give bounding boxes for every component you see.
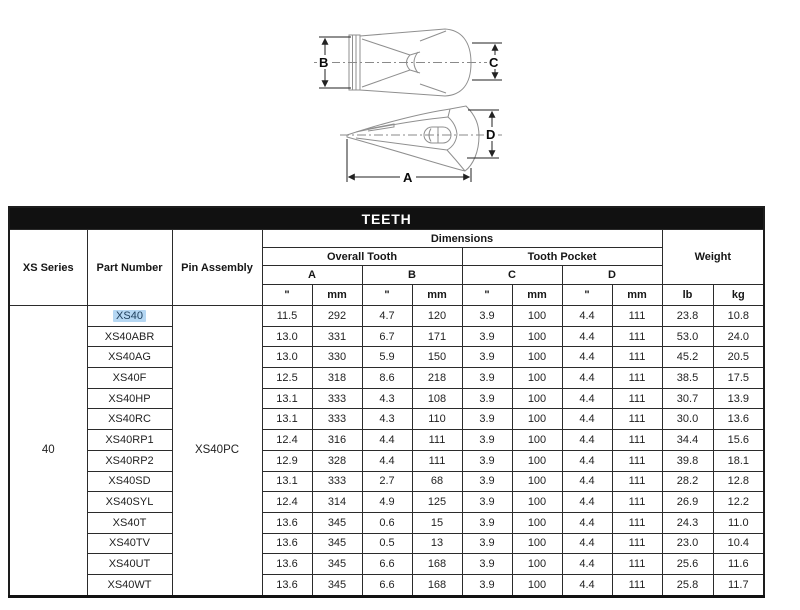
value-cell: 292: [312, 306, 362, 327]
unit-inch-b: ": [362, 285, 412, 306]
table-row: [9, 450, 764, 471]
value-cell: 4.4: [562, 347, 612, 368]
value-cell: 100: [512, 347, 562, 368]
value-cell: 12.4: [262, 430, 312, 451]
part-number-cell: [87, 533, 172, 554]
col-header-part-number: Part Number: [87, 230, 172, 306]
value-cell: 3.9: [462, 471, 512, 492]
part-number-cell: [87, 326, 172, 347]
unit-inch-d: ": [562, 285, 612, 306]
value-cell: 125: [412, 492, 462, 513]
value-cell: 3.9: [462, 533, 512, 554]
part-number-cell: [87, 368, 172, 389]
value-cell: 100: [512, 388, 562, 409]
value-cell: 24.0: [713, 326, 764, 347]
value-cell: 4.3: [362, 409, 412, 430]
value-cell: 333: [312, 471, 362, 492]
part-number-text: XS40T: [112, 516, 147, 529]
value-cell: 0.5: [362, 533, 412, 554]
value-cell: 30.7: [662, 388, 713, 409]
value-cell: 111: [612, 368, 662, 389]
table-row: [9, 512, 764, 533]
value-cell: 6.7: [362, 326, 412, 347]
dim-label-a: A: [403, 170, 413, 185]
value-cell: 333: [312, 409, 362, 430]
value-cell: 100: [512, 430, 562, 451]
xs-series-value: 40: [9, 306, 87, 597]
value-cell: 4.4: [562, 512, 612, 533]
value-cell: 12.5: [262, 368, 312, 389]
value-cell: 111: [612, 450, 662, 471]
col-header-weight: Weight: [662, 230, 764, 285]
value-cell: 18.1: [713, 450, 764, 471]
value-cell: 13.1: [262, 471, 312, 492]
value-cell: 53.0: [662, 326, 713, 347]
table-row: [9, 306, 764, 327]
value-cell: 11.5: [262, 306, 312, 327]
table-body: [9, 306, 764, 597]
value-cell: 100: [512, 326, 562, 347]
value-cell: 4.4: [362, 450, 412, 471]
value-cell: 3.9: [462, 430, 512, 451]
value-cell: 8.6: [362, 368, 412, 389]
value-cell: 314: [312, 492, 362, 513]
value-cell: 100: [512, 574, 562, 596]
value-cell: 39.8: [662, 450, 713, 471]
part-number-cell: [87, 554, 172, 575]
part-number-text: XS40RC: [108, 413, 151, 426]
value-cell: 6.6: [362, 574, 412, 596]
value-cell: 100: [512, 306, 562, 327]
part-number-text: XS40F: [112, 371, 147, 384]
value-cell: 4.4: [562, 409, 612, 430]
value-cell: 3.9: [462, 450, 512, 471]
value-cell: 3.9: [462, 326, 512, 347]
part-number-text: XS40TV: [109, 537, 150, 550]
value-cell: 171: [412, 326, 462, 347]
tooth-top-view: [314, 29, 502, 96]
value-cell: 4.4: [562, 368, 612, 389]
col-header-tooth-pocket: Tooth Pocket: [462, 248, 662, 266]
part-number-text: XS40AG: [108, 351, 151, 364]
value-cell: 4.4: [562, 533, 612, 554]
col-header-dim-a: A: [262, 266, 362, 285]
col-header-pin-assembly: Pin Assembly: [172, 230, 262, 306]
value-cell: 24.3: [662, 512, 713, 533]
unit-mm-d: mm: [612, 285, 662, 306]
value-cell: 150: [412, 347, 462, 368]
unit-inch-a: ": [262, 285, 312, 306]
value-cell: 3.9: [462, 388, 512, 409]
value-cell: 12.2: [713, 492, 764, 513]
table-row: [9, 430, 764, 451]
col-header-dimensions: Dimensions: [262, 230, 662, 248]
value-cell: 111: [612, 409, 662, 430]
value-cell: 12.8: [713, 471, 764, 492]
value-cell: 4.4: [562, 326, 612, 347]
part-number-text: XS40WT: [107, 578, 152, 591]
value-cell: 331: [312, 326, 362, 347]
col-header-dim-c: C: [462, 266, 562, 285]
unit-kg: kg: [713, 285, 764, 306]
value-cell: 13.1: [262, 388, 312, 409]
unit-mm-b: mm: [412, 285, 462, 306]
value-cell: 13.6: [262, 554, 312, 575]
value-cell: 100: [512, 368, 562, 389]
value-cell: 4.4: [562, 554, 612, 575]
table-row: [9, 554, 764, 575]
value-cell: 168: [412, 554, 462, 575]
part-number-text: XS40SD: [108, 475, 151, 488]
unit-lb: lb: [662, 285, 713, 306]
value-cell: 45.2: [662, 347, 713, 368]
value-cell: 100: [512, 492, 562, 513]
part-number-text: XS40HP: [108, 392, 151, 405]
value-cell: 110: [412, 409, 462, 430]
value-cell: 10.4: [713, 533, 764, 554]
value-cell: 4.4: [562, 492, 612, 513]
table-row: [9, 492, 764, 513]
value-cell: 11.0: [713, 512, 764, 533]
value-cell: 4.4: [562, 471, 612, 492]
part-number-text: XS40ABR: [104, 330, 155, 343]
value-cell: 10.8: [713, 306, 764, 327]
value-cell: 23.0: [662, 533, 713, 554]
value-cell: 3.9: [462, 368, 512, 389]
part-number-cell: [87, 306, 172, 327]
value-cell: 345: [312, 512, 362, 533]
value-cell: 120: [412, 306, 462, 327]
value-cell: 111: [612, 492, 662, 513]
value-cell: 13.0: [262, 326, 312, 347]
value-cell: 100: [512, 554, 562, 575]
unit-mm-a: mm: [312, 285, 362, 306]
value-cell: 20.5: [713, 347, 764, 368]
value-cell: 5.9: [362, 347, 412, 368]
value-cell: 4.4: [562, 388, 612, 409]
col-header-xs-series: XS Series: [9, 230, 87, 306]
col-header-dim-d: D: [562, 266, 662, 285]
value-cell: 13.0: [262, 347, 312, 368]
value-cell: 100: [512, 409, 562, 430]
part-number-cell: [87, 471, 172, 492]
part-number-cell: [87, 409, 172, 430]
value-cell: 218: [412, 368, 462, 389]
part-number-text: XS40SYL: [105, 496, 154, 509]
value-cell: 3.9: [462, 306, 512, 327]
value-cell: 25.6: [662, 554, 713, 575]
value-cell: 345: [312, 554, 362, 575]
value-cell: 15: [412, 512, 462, 533]
value-cell: 4.7: [362, 306, 412, 327]
part-number-text: XS40UT: [108, 558, 151, 571]
value-cell: 100: [512, 533, 562, 554]
value-cell: 3.9: [462, 492, 512, 513]
value-cell: 111: [612, 574, 662, 596]
value-cell: 328: [312, 450, 362, 471]
table-title: TEETH: [9, 207, 764, 230]
teeth-spec-section: [8, 206, 765, 598]
value-cell: 0.6: [362, 512, 412, 533]
value-cell: 28.2: [662, 471, 713, 492]
value-cell: 111: [612, 326, 662, 347]
table-row: [9, 471, 764, 492]
value-cell: 100: [512, 512, 562, 533]
value-cell: 333: [312, 388, 362, 409]
value-cell: 3.9: [462, 554, 512, 575]
dim-label-c: C: [489, 55, 499, 70]
tooth-technical-drawing: [298, 24, 510, 196]
unit-mm-c: mm: [512, 285, 562, 306]
table-row: [9, 388, 764, 409]
value-cell: 4.9: [362, 492, 412, 513]
value-cell: 13: [412, 533, 462, 554]
value-cell: 12.9: [262, 450, 312, 471]
part-number-text: XS40RP2: [105, 454, 154, 467]
part-number-cell: [87, 450, 172, 471]
dim-label-d: D: [486, 127, 496, 142]
value-cell: 13.6: [262, 574, 312, 596]
part-number-cell: [87, 512, 172, 533]
value-cell: 11.6: [713, 554, 764, 575]
part-number-selected-text[interactable]: XS40: [113, 310, 146, 322]
value-cell: 316: [312, 430, 362, 451]
value-cell: 3.9: [462, 347, 512, 368]
part-number-cell: [87, 430, 172, 451]
table-row: [9, 533, 764, 554]
unit-inch-c: ": [462, 285, 512, 306]
value-cell: 13.6: [713, 409, 764, 430]
value-cell: 6.6: [362, 554, 412, 575]
value-cell: 13.6: [262, 512, 312, 533]
value-cell: 3.9: [462, 574, 512, 596]
value-cell: 13.1: [262, 409, 312, 430]
value-cell: 26.9: [662, 492, 713, 513]
table-row: [9, 368, 764, 389]
value-cell: 111: [612, 306, 662, 327]
value-cell: 4.4: [562, 430, 612, 451]
value-cell: 15.6: [713, 430, 764, 451]
value-cell: 12.4: [262, 492, 312, 513]
value-cell: 111: [612, 533, 662, 554]
value-cell: 4.4: [562, 574, 612, 596]
col-header-overall-tooth: Overall Tooth: [262, 248, 462, 266]
value-cell: 38.5: [662, 368, 713, 389]
value-cell: 111: [612, 471, 662, 492]
value-cell: 108: [412, 388, 462, 409]
table-row: [9, 409, 764, 430]
value-cell: 3.9: [462, 409, 512, 430]
value-cell: 13.9: [713, 388, 764, 409]
value-cell: 111: [612, 347, 662, 368]
part-number-cell: [87, 388, 172, 409]
value-cell: 4.4: [562, 306, 612, 327]
part-number-cell: [87, 574, 172, 596]
value-cell: 4.4: [362, 430, 412, 451]
part-number-text: XS40RP1: [105, 433, 154, 446]
table-row: [9, 326, 764, 347]
value-cell: 3.9: [462, 512, 512, 533]
table-row: [9, 574, 764, 596]
value-cell: 111: [612, 554, 662, 575]
value-cell: 17.5: [713, 368, 764, 389]
tooth-side-view: [340, 106, 502, 185]
dim-label-b: B: [319, 55, 329, 70]
value-cell: 68: [412, 471, 462, 492]
value-cell: 111: [612, 388, 662, 409]
value-cell: 11.7: [713, 574, 764, 596]
value-cell: 318: [312, 368, 362, 389]
value-cell: 168: [412, 574, 462, 596]
part-number-cell: [87, 492, 172, 513]
table-row: [9, 347, 764, 368]
value-cell: 345: [312, 574, 362, 596]
value-cell: 100: [512, 450, 562, 471]
value-cell: 330: [312, 347, 362, 368]
value-cell: 4.3: [362, 388, 412, 409]
value-cell: 30.0: [662, 409, 713, 430]
value-cell: 111: [612, 430, 662, 451]
value-cell: 4.4: [562, 450, 612, 471]
value-cell: 13.6: [262, 533, 312, 554]
value-cell: 111: [412, 450, 462, 471]
value-cell: 100: [512, 471, 562, 492]
value-cell: 111: [412, 430, 462, 451]
value-cell: 2.7: [362, 471, 412, 492]
part-number-cell: [87, 347, 172, 368]
teeth-spec-table: [8, 206, 765, 598]
value-cell: 25.8: [662, 574, 713, 596]
value-cell: 23.8: [662, 306, 713, 327]
value-cell: 345: [312, 533, 362, 554]
pin-assembly-value: XS40PC: [172, 306, 262, 597]
value-cell: 34.4: [662, 430, 713, 451]
value-cell: 111: [612, 512, 662, 533]
col-header-dim-b: B: [362, 266, 462, 285]
